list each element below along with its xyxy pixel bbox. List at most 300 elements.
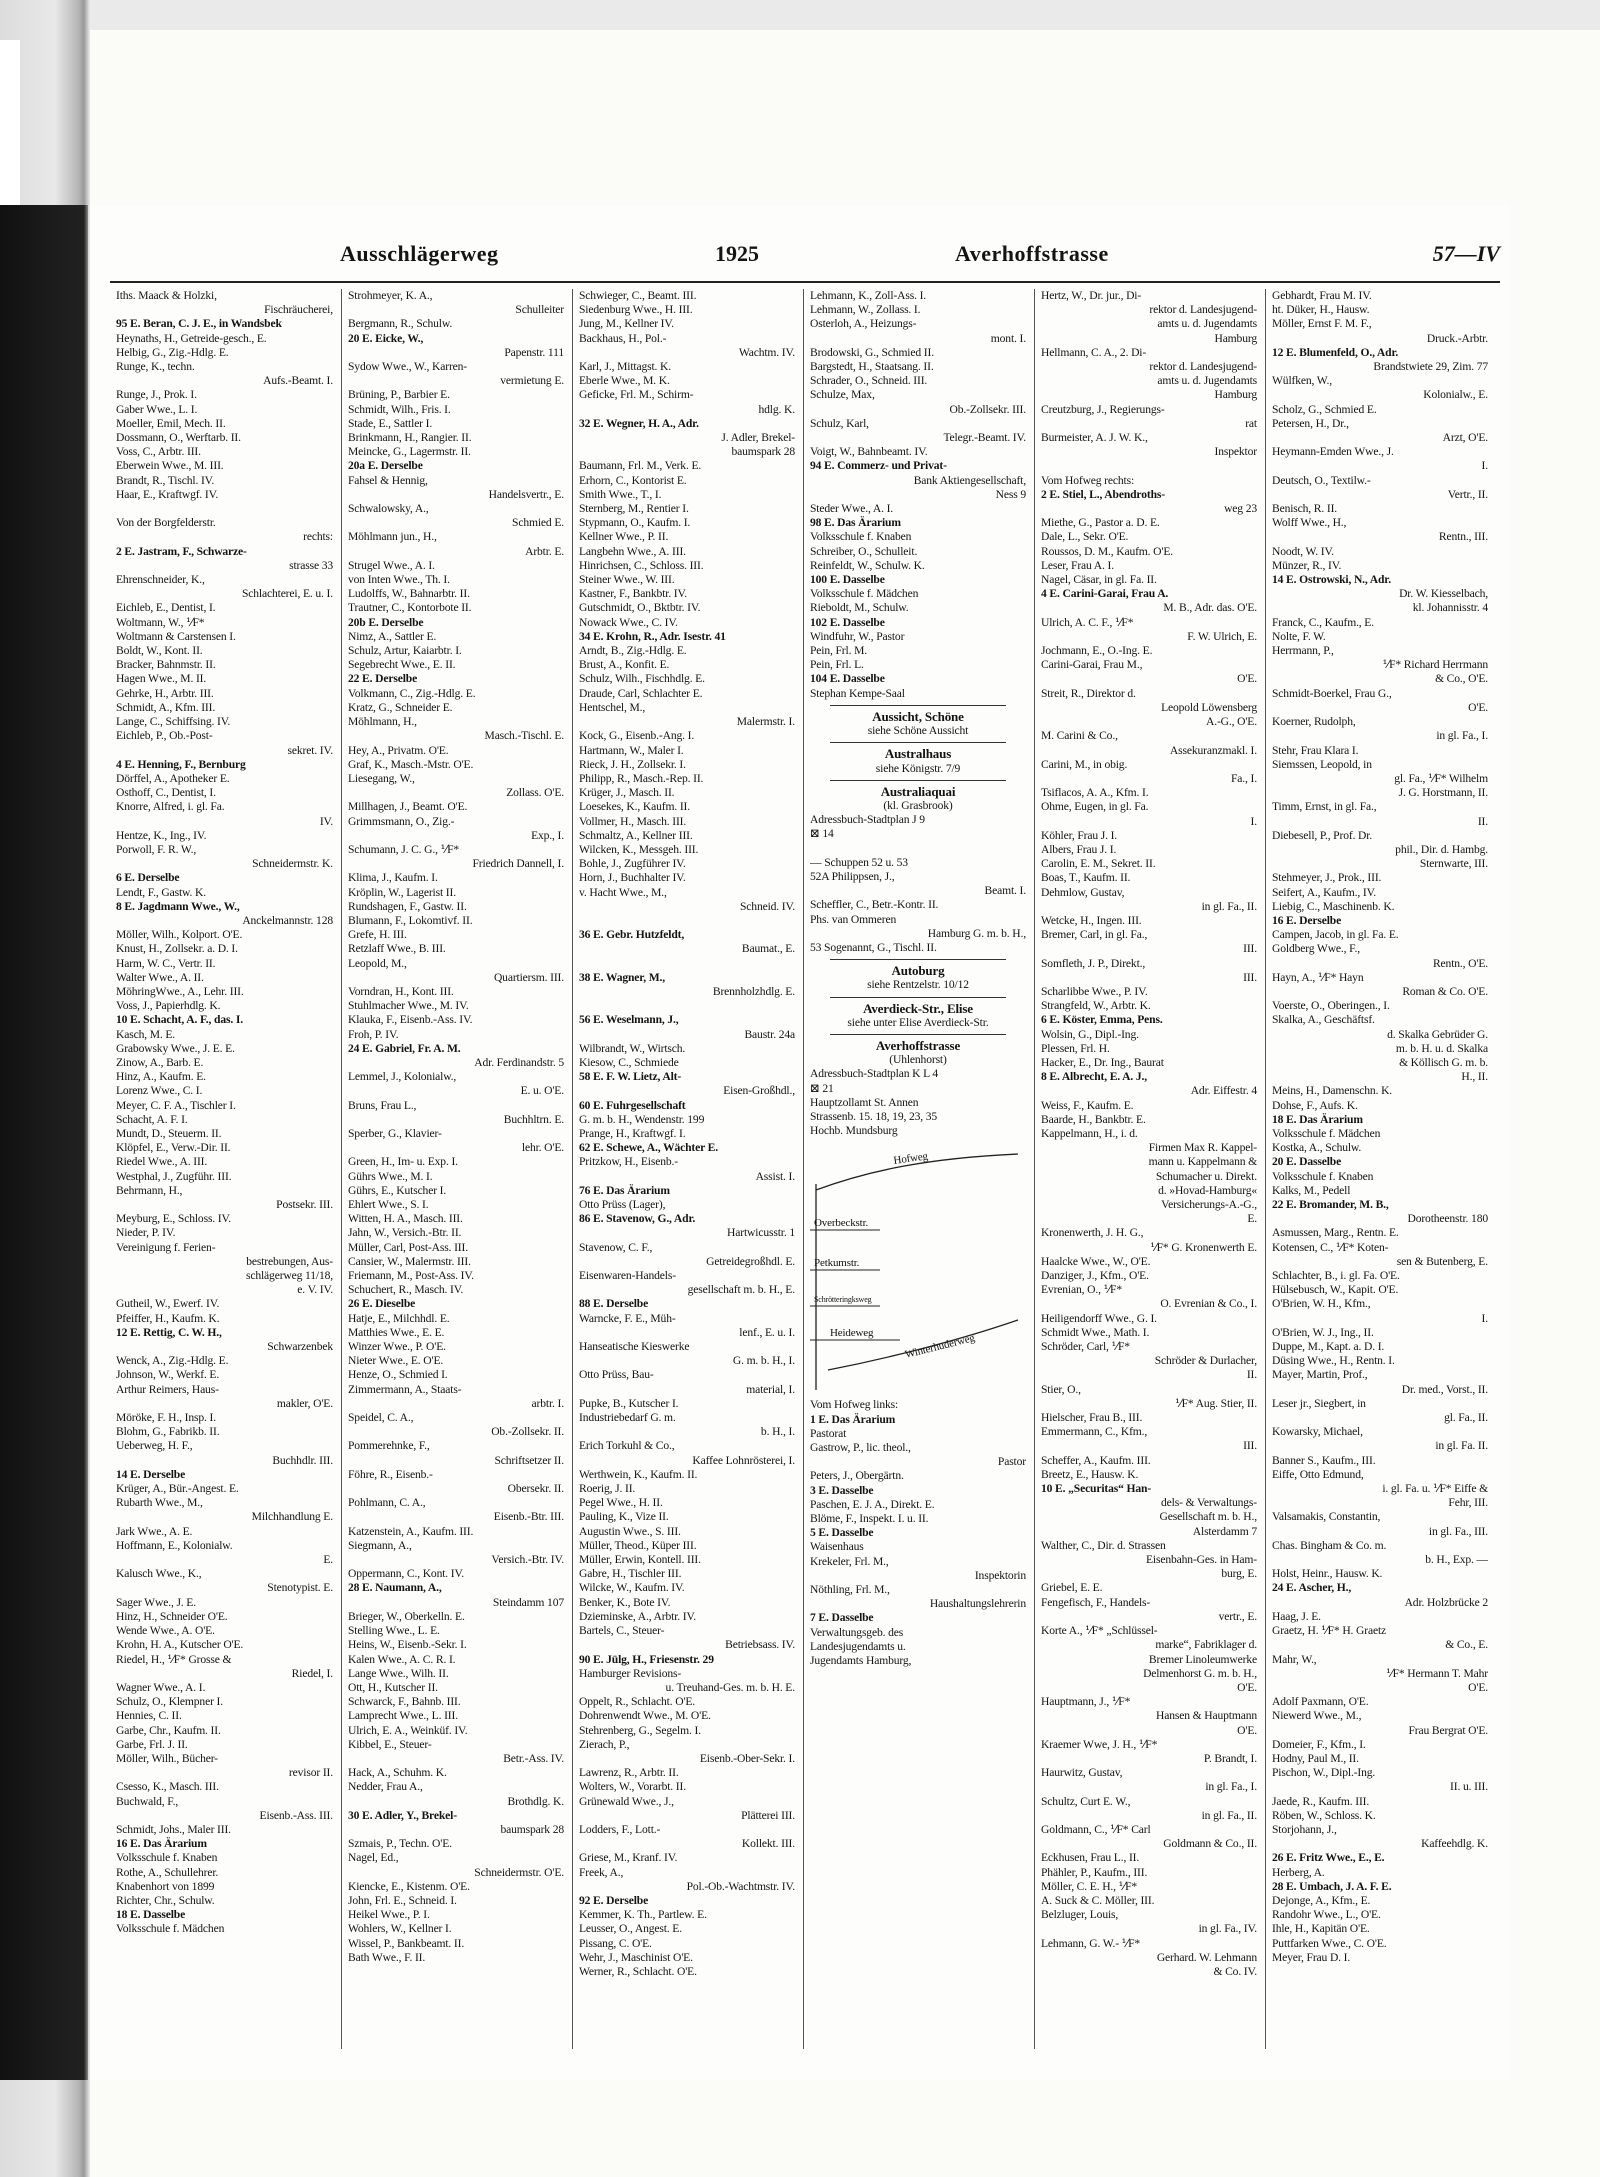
- directory-entry: Hamburg: [1214, 331, 1257, 345]
- directory-entry: Fischräucherei,: [264, 303, 333, 317]
- directory-entry: Lehmann, W., Zollass. I.: [810, 303, 921, 317]
- directory-entry: Aufs.-Beamt. I.: [263, 374, 333, 388]
- directory-entry: Behrmann, H.,: [116, 1183, 183, 1197]
- directory-entry: 7 E. Dasselbe: [810, 1611, 874, 1625]
- directory-entry: ⅟F* G. Kronenwerth E.: [1150, 1240, 1257, 1254]
- directory-entry: 1 E. Das Ärarium: [810, 1412, 896, 1426]
- column-4-after-map: [810, 1398, 1026, 1668]
- directory-entry: J. Adler, Brekel-: [721, 431, 795, 445]
- directory-entry: ⅟F* Hermann T. Mahr: [1386, 1666, 1488, 1680]
- directory-entry: Voigt, W., Bahnbeamt. IV.: [810, 445, 928, 459]
- directory-entry: Scharlibbe Wwe., P. IV.: [1041, 984, 1148, 998]
- directory-entry: Möller, Wilh., Kolport. O'E.: [116, 928, 243, 942]
- directory-entry: Wilcken, K., Messgeh. III.: [579, 842, 699, 856]
- directory-entry: Bremer, Carl, in gl. Fa.,: [1041, 928, 1148, 942]
- directory-entry: Kappelmann, H., i. d.: [1041, 1126, 1138, 1140]
- directory-entry: Baumann, Frl. M., Verk. E.: [579, 459, 702, 473]
- directory-entry: [1041, 459, 1257, 473]
- directory-entry: Franck, C., Kaufm., E.: [1272, 615, 1374, 629]
- directory-entry: Kaffee Lohnrösterei, I.: [692, 1453, 795, 1467]
- directory-entry: Miethe, G., Pastor a. D. E.: [1041, 516, 1160, 530]
- directory-entry: Riedel, H., ⅟F* Grosse &: [116, 1652, 232, 1666]
- directory-entry: Eisenbahn-Ges. in Ham-: [1146, 1553, 1257, 1567]
- directory-entry: strasse 33: [289, 558, 333, 572]
- directory-entry: 2 E. Jastram, F., Schwarze-: [116, 544, 247, 558]
- directory-entry: Zierach, P.,: [579, 1737, 630, 1751]
- directory-entry: kl. Johannisstr. 4: [1412, 601, 1488, 615]
- directory-entry: Windfuhr, W., Pastor: [810, 629, 905, 643]
- directory-entry: Möller, Ernst F. M. F.,: [1272, 317, 1372, 331]
- directory-entry: II.: [1246, 1368, 1257, 1382]
- directory-entry: Grünewald Wwe., J.,: [579, 1794, 674, 1808]
- directory-entry: Wolff Wwe., H.,: [1272, 516, 1347, 530]
- directory-entry: Ness 9: [995, 487, 1026, 501]
- directory-entry: Wissel, P., Bankbeamt. II.: [348, 1936, 465, 1950]
- directory-entry: Mahr, W.,: [1272, 1652, 1317, 1666]
- directory-entry: Buchwald, F.,: [116, 1794, 179, 1808]
- directory-entry: Assekuranzmakl. I.: [1169, 743, 1257, 757]
- directory-entry: Wenck, A., Zig.-Hdlg. E.: [116, 1354, 229, 1368]
- directory-entry: Schmidt, Johs., Maler III.: [116, 1822, 231, 1836]
- directory-entry: Pfeiffer, H., Kaufm. K.: [116, 1311, 220, 1325]
- directory-entry: Rentn., O'E.: [1432, 956, 1488, 970]
- directory-entry: II. u. III.: [1450, 1780, 1488, 1794]
- directory-entry: Schmidt-Boerkel, Frau G.,: [1272, 686, 1392, 700]
- directory-entry: Inspektorin: [974, 1568, 1026, 1582]
- directory-entry: Kronenwerth, J. H. G.,: [1041, 1226, 1144, 1240]
- directory-entry: Phähler, P., Kaufm., III.: [1041, 1865, 1148, 1879]
- directory-entry: 56 E. Weselmann, J.,: [579, 1013, 679, 1027]
- street-section-heading: Australiaquai: [880, 783, 956, 799]
- directory-entry: Dohrenwendt Wwe., M. O'E.: [579, 1709, 711, 1723]
- directory-entry: Volksschule f. Knaben: [116, 1851, 218, 1865]
- directory-entry: Matthies Wwe., E. E.: [348, 1325, 445, 1339]
- directory-entry: Holst, Heinr., Hausw. K.: [1272, 1567, 1383, 1581]
- directory-entry: Gehrke, H., Arbtr. III.: [116, 686, 214, 700]
- directory-entry: III.: [1243, 942, 1257, 956]
- directory-entry: Müller, Carl, Post-Ass. III.: [348, 1240, 468, 1254]
- directory-entry: Versicherungs-A.-G.,: [1161, 1198, 1257, 1211]
- directory-entry: 8 E. Albrecht, E. A. J.,: [1041, 1070, 1148, 1084]
- directory-entry: E.: [1247, 1212, 1257, 1226]
- directory-entry: Grimmsmann, O., Zig.-: [348, 814, 455, 828]
- directory-entry: Gabre, H., Tischler III.: [579, 1567, 682, 1581]
- directory-entry: Hansen & Hauptmann: [1156, 1709, 1257, 1723]
- directory-entry: Csesso, K., Masch. III.: [116, 1780, 219, 1794]
- street-section-note: (Uhlenhorst): [889, 1053, 947, 1067]
- directory-entry: Prange, H., Kraftwgf. I.: [579, 1126, 686, 1140]
- directory-entry: Gührs Wwe., M. I.: [348, 1169, 433, 1183]
- directory-entry: lenf., E. u. I.: [739, 1325, 795, 1339]
- directory-entry: Hauptzollamt St. Annen: [810, 1095, 919, 1109]
- directory-entry: baumspark 28: [500, 1822, 564, 1836]
- street-section-heading: Australhaus: [884, 746, 952, 762]
- directory-entry: Cansier, W., Malermstr. III.: [348, 1254, 471, 1268]
- street-section-note: siehe Schöne Aussicht: [867, 724, 969, 738]
- directory-entry: Seifert, A., Kaufm., IV.: [1272, 885, 1377, 899]
- directory-entry: Wohlers, W., Kellner I.: [348, 1922, 452, 1936]
- directory-entry: 94 E. Commerz- und Privat-: [810, 459, 947, 473]
- directory-entry: Knabenhort von 1899: [116, 1879, 215, 1893]
- directory-entry: Scheffer, A., Kaufm. III.: [1041, 1453, 1151, 1467]
- directory-entry: Sydow Wwe., W., Karren-: [348, 360, 468, 374]
- directory-entry: Dale, L., Sekr. O'E.: [1041, 530, 1129, 544]
- directory-entry: Inspektor: [1214, 445, 1257, 459]
- directory-entry: Carolin, E. M., Sekret. II.: [1041, 857, 1156, 871]
- directory-entry: Roman & Co. O'E.: [1402, 984, 1488, 998]
- directory-entry: 22 E. Derselbe: [348, 672, 418, 686]
- directory-entry: Oppermann, C., Kont. IV.: [348, 1567, 464, 1581]
- directory-entry: in gl. Fa. II.: [1435, 1439, 1488, 1453]
- directory-entry: Stypmann, O., Kaufm. I.: [579, 516, 691, 530]
- directory-entry: I.: [1250, 814, 1257, 828]
- directory-entry: F. W. Ulrich, E.: [1187, 629, 1257, 643]
- directory-entry: Schröder & Durlacher,: [1154, 1354, 1257, 1368]
- directory-entry: Pegel Wwe., H. II.: [579, 1496, 663, 1510]
- directory-entry: Goldmann, C., ⅟F* Carl: [1041, 1822, 1151, 1836]
- directory-entry: Tsiflacos, A. A., Kfm. I.: [1041, 786, 1149, 800]
- directory-entry: Nieter Wwe., E. O'E.: [348, 1354, 444, 1368]
- directory-entry: Hayn, A., ⅟F* Hayn: [1272, 970, 1364, 984]
- directory-entry: 20 E. Dasselbe: [1272, 1155, 1342, 1169]
- directory-entry: Hamburg G. m. b. H.,: [927, 926, 1026, 940]
- directory-entry: Plessen, Frl. H.: [1041, 1041, 1110, 1055]
- directory-entry: Schumann, J. C. G., ⅟F*: [348, 842, 460, 856]
- directory-entry: I.: [1481, 1311, 1488, 1325]
- header-street-left: Ausschlägerweg: [340, 241, 499, 266]
- directory-entry: Stehr, Frau Klara I.: [1272, 743, 1359, 757]
- directory-entry: gesellschaft m. b. H., E.: [687, 1283, 795, 1297]
- directory-entry: Brinkmann, H., Rangier. II.: [348, 431, 472, 445]
- directory-entry: E. u. O'E.: [520, 1084, 564, 1098]
- directory-entry: Hentschel, M.,: [579, 700, 646, 714]
- directory-entry: Sager Wwe., J. E.: [116, 1595, 196, 1609]
- directory-entry: Kastner, F., Bankbtr. IV.: [579, 587, 687, 601]
- directory-entry: Hartmann, W., Maler I.: [579, 743, 684, 757]
- directory-entry: Schmidt Wwe., Math. I.: [1041, 1325, 1150, 1339]
- map-label-overbeck: Overbeckstr.: [814, 1217, 869, 1230]
- directory-entry: Dörffel, A., Apotheker E.: [116, 771, 230, 785]
- directory-entry: O'E.: [1237, 1723, 1257, 1737]
- directory-entry: Nedder, Frau A.,: [348, 1780, 423, 1794]
- directory-entry: Malermstr. I.: [736, 715, 795, 729]
- directory-entry: Chas. Bingham & Co. m.: [1272, 1538, 1387, 1552]
- directory-entry: Pissang, C. O'E.: [579, 1936, 652, 1950]
- directory-entry: Meins, H., Damenschn. K.: [1272, 1084, 1393, 1098]
- directory-entry: Garbe, Frl. J. II.: [116, 1737, 188, 1751]
- map-label-heide: Heideweg: [830, 1327, 874, 1340]
- directory-entry: Streit, R., Direktor d.: [1041, 686, 1136, 700]
- directory-entry: Baarde, H., Bankbtr. E.: [1041, 1112, 1146, 1126]
- directory-entry: Asmussen, Marg., Rentn. E.: [1272, 1226, 1399, 1240]
- directory-entry: Volksschule f. Knaben: [1272, 1169, 1374, 1183]
- street-map: [810, 1144, 1024, 1394]
- directory-entry: Gesellschaft m. b. H.,: [1159, 1510, 1257, 1524]
- directory-entry: Heikel Wwe., P. I.: [348, 1908, 430, 1922]
- directory-entry: Buchhdlr. III.: [272, 1453, 333, 1467]
- directory-entry: von Inten Wwe., Th. I.: [348, 573, 450, 587]
- directory-entry: Wilbrandt, W., Wirtsch.: [579, 1041, 686, 1055]
- directory-entry: Blumann, F., Lokomtivf. II.: [348, 913, 473, 927]
- directory-entry: Brodowski, G., Schmied II.: [810, 345, 934, 359]
- directory-entry: Kröplin, W., Lagerist II.: [348, 885, 456, 899]
- directory-entry: Baustr. 24a: [744, 1027, 795, 1041]
- directory-entry: Vertr., II.: [1447, 487, 1488, 501]
- directory-entry: Eiffe, Otto Edmund,: [1272, 1467, 1364, 1481]
- directory-entry: Domeier, F., Kfm., I.: [1272, 1737, 1366, 1751]
- directory-entry: Ohme, Eugen, in gl. Fa.: [1041, 800, 1149, 814]
- directory-entry: bestrebungen, Aus-: [246, 1254, 333, 1268]
- directory-entry: John, Frl. E., Schneid. I.: [348, 1893, 457, 1907]
- directory-entry: Bartels, C., Steuer-: [579, 1624, 665, 1638]
- directory-entry: Möller, Wilh., Bücher-: [116, 1751, 218, 1765]
- directory-entry: Carini, M., in obig.: [1041, 757, 1128, 771]
- directory-entry: Volksschule f. Mädchen: [116, 1922, 225, 1936]
- directory-entry: 28 E. Umbach, J. A. F. E.: [1272, 1879, 1392, 1893]
- directory-entry: Mayer, Martin, Prof.,: [1272, 1368, 1368, 1382]
- directory-entry: Schneidermstr. K.: [252, 857, 333, 871]
- directory-entry: Nöthling, Frl. M.,: [810, 1583, 890, 1597]
- directory-entry: Vom Hofweg links:: [810, 1398, 899, 1412]
- directory-entry: i. gl. Fa. u. ⅟F* Eiffe &: [1382, 1482, 1488, 1496]
- directory-entry: 8 E. Jagdmann Wwe., W.,: [116, 899, 240, 913]
- directory-entry: Frau Bergrat O'E.: [1408, 1723, 1488, 1737]
- directory-entry: Krüger, A., Bür.-Angest. E.: [116, 1482, 239, 1496]
- column-5: [1034, 289, 1265, 2049]
- directory-entry: ⊠ 21: [810, 1081, 834, 1095]
- directory-entry: Adr. Eiffestr. 4: [1190, 1084, 1257, 1098]
- directory-entry: [116, 502, 333, 516]
- directory-entry: IV.: [319, 814, 333, 828]
- directory-entry: 52A Philippsen, J.,: [810, 869, 895, 883]
- directory-entry: vermietung E.: [500, 374, 564, 388]
- directory-entry: Hinz, A., Kaufm. E.: [116, 1070, 206, 1084]
- directory-entry: Ehrenschneider, K.,: [116, 573, 205, 587]
- directory-entry: Henze, O., Schmied I.: [348, 1368, 448, 1382]
- directory-entry: 92 E. Derselbe: [579, 1893, 649, 1907]
- directory-entry: Eckhusen, Frau L., II.: [1041, 1851, 1140, 1865]
- directory-entry: Liebig, C., Maschinenb. K.: [1272, 899, 1395, 913]
- directory-entry: Schmaltz, A., Kellner III.: [579, 828, 693, 842]
- directory-entry: MöhringWwe., A., Lehr. III.: [116, 984, 244, 998]
- directory-entry: Richter, Chr., Schulw.: [116, 1893, 215, 1907]
- directory-entry: Bergmann, R., Schulw.: [348, 317, 453, 331]
- directory-entry: 102 E. Dasselbe: [810, 615, 885, 629]
- directory-entry: Wülfken, W.,: [1272, 374, 1333, 388]
- directory-entry: Pauling, K., Vize II.: [579, 1510, 669, 1524]
- directory-entry: Düsing Wwe., H., Rentn. I.: [1272, 1354, 1395, 1368]
- directory-entry: Schriftsetzer II.: [494, 1453, 564, 1467]
- directory-entry: Siegmann, A.,: [348, 1538, 412, 1552]
- directory-entry: 34 E. Krohn, R., Adr. Isestr. 41: [579, 629, 726, 643]
- directory-entry: Leopold, M.,: [348, 956, 407, 970]
- directory-entry: 86 E. Stavenow, G., Adr.: [579, 1212, 696, 1226]
- directory-entry: Schumacher u. Direkt.: [1155, 1169, 1257, 1183]
- directory-entry: Pischon, W., Dipl.-Ing.: [1272, 1766, 1376, 1780]
- directory-entry: Fengefisch, F., Handels-: [1041, 1595, 1151, 1609]
- directory-entry: Wachtm. IV.: [738, 345, 795, 359]
- directory-entry: Timm, Ernst, in gl. Fa.,: [1272, 800, 1377, 814]
- directory-entry: Warncke, F. E., Müh-: [579, 1311, 676, 1325]
- directory-entry: Jark Wwe., A. E.: [116, 1524, 193, 1538]
- directory-entry: O'E.: [1468, 1680, 1488, 1694]
- section-rule: [830, 780, 1006, 781]
- directory-entry: Roerig, J. II.: [579, 1482, 636, 1496]
- directory-entry: Jung, M., Kellner IV.: [579, 317, 674, 331]
- directory-entry: O'E.: [1237, 1680, 1257, 1694]
- directory-entry: Schwieger, C., Beamt. III.: [579, 289, 697, 302]
- directory-entry: e. V. IV.: [297, 1283, 333, 1297]
- directory-entry: in gl. Fa., I.: [1436, 729, 1488, 743]
- directory-entry: Loesekes, K., Kaufm. II.: [579, 800, 691, 814]
- directory-entry: Valsamakis, Constantin,: [1272, 1510, 1381, 1524]
- directory-entry: m. b. H. u. d. Skalka: [1395, 1041, 1488, 1055]
- directory-entry: Plätterei III.: [741, 1808, 795, 1822]
- section-rule: [830, 742, 1006, 743]
- directory-entry: Runge, K., techn.: [116, 360, 195, 374]
- directory-entry: Strangfeld, W., Arbtr. K.: [1041, 999, 1151, 1013]
- directory-entry: vertr., E.: [1218, 1609, 1257, 1623]
- directory-entry: Leusser, O., Angest. E.: [579, 1922, 682, 1936]
- directory-entry: Trautner, C., Kontorbote II.: [348, 601, 472, 615]
- directory-entry: rat: [1245, 416, 1257, 430]
- directory-entry: 98 E. Das Ärarium: [810, 516, 901, 530]
- directory-entry: Firmen Max R. Kappel-: [1148, 1141, 1257, 1155]
- directory-entry: Blöme, F., Inspekt. I. u. II.: [810, 1512, 929, 1525]
- directory-entry: Fehr, III.: [1448, 1496, 1488, 1510]
- directory-entry: Kiesow, C., Schmiede: [579, 1055, 679, 1069]
- directory-entry: Knorre, Alfred, i. gl. Fa.: [116, 800, 225, 814]
- directory-entry: Goldberg Wwe., F.,: [1272, 942, 1361, 956]
- directory-entry: Weiss, F., Kaufm. E.: [1041, 1098, 1134, 1112]
- directory-entry: 38 E. Wagner, M.,: [579, 970, 666, 984]
- directory-entry: Telegr.-Beamt. IV.: [943, 431, 1026, 445]
- directory-entry: Breetz, E., Hausw. K.: [1041, 1467, 1139, 1481]
- directory-entry: Rieck, J. H., Zollsekr. I.: [579, 757, 686, 771]
- directory-entry: 6 E. Köster, Emma, Pens.: [1041, 1013, 1163, 1027]
- directory-entry: Hacker, E., Dr. Ing., Baurat: [1041, 1055, 1164, 1069]
- directory-entry: Ihle, H., Kapitän O'E.: [1272, 1922, 1370, 1936]
- directory-entry: Somfleth, J. P., Direkt.,: [1041, 956, 1146, 970]
- directory-entry: Werthwein, K., Kaufm. II.: [579, 1467, 698, 1481]
- directory-entry: lehr. O'E.: [521, 1141, 564, 1155]
- directory-entry: 16 E. Derselbe: [1272, 913, 1342, 927]
- directory-entry: material, I.: [746, 1382, 795, 1396]
- directory-entry: Graf, K., Masch.-Mstr. O'E.: [348, 757, 474, 771]
- directory-entry: Lange Wwe., Wilh. II.: [348, 1666, 449, 1680]
- street-section-heading: Averdieck-Str., Elise: [863, 1000, 973, 1016]
- directory-entry: Brüning, P., Barbier E.: [348, 388, 450, 402]
- directory-entry: Kalen Wwe., A. C. R. I.: [348, 1652, 456, 1666]
- directory-entry: Katzenstein, A., Kaufm. III.: [348, 1524, 474, 1538]
- directory-entry: Hamburger Revisions-: [579, 1666, 682, 1680]
- directory-entry: weg 23: [1224, 502, 1257, 516]
- directory-entry: Bath Wwe., F. II.: [348, 1950, 426, 1964]
- directory-entry: Heins, W., Eisenb.-Sekr. I.: [348, 1638, 467, 1652]
- directory-entry: Hoffmann, E., Kolonialw.: [116, 1538, 233, 1552]
- directory-entry: Getreidegroßhdl. E.: [706, 1254, 795, 1268]
- directory-entry: Froh, P. IV.: [348, 1027, 399, 1041]
- directory-entry: [579, 957, 795, 971]
- directory-entry: H., II.: [1461, 1070, 1488, 1084]
- directory-entry: Druck.-Arbtr.: [1426, 331, 1488, 345]
- section-rule: [830, 1034, 1006, 1035]
- directory-entry: Schulz, Karl,: [810, 416, 869, 430]
- directory-entry: Hodny, Paul M., II.: [1272, 1751, 1359, 1765]
- directory-entry: revisor II.: [288, 1766, 333, 1780]
- directory-entry: Karl, J., Mittagst. K.: [579, 360, 672, 374]
- directory-entry: d. Skalka Gebrüder G.: [1387, 1027, 1488, 1041]
- directory-entry: Horn, J., Buchhalter IV.: [579, 871, 686, 885]
- directory-entry: Schrader, O., Schneid. III.: [810, 374, 928, 388]
- directory-entry: 20b E. Derselbe: [348, 615, 424, 629]
- street-section-note: siehe Königstr. 7/9: [875, 761, 961, 775]
- directory-entry: Stuhlmacher Wwe., M. IV.: [348, 999, 469, 1013]
- directory-entry: rektor d. Landesjugend-: [1149, 360, 1257, 374]
- directory-entry: Strohmeyer, K. A.,: [348, 289, 433, 302]
- directory-entry: Steder Wwe., A. I.: [810, 502, 894, 516]
- directory-entry: b. H., Exp. —: [1425, 1553, 1488, 1567]
- directory-entry: Strassenb. 15. 18, 19, 23, 35: [810, 1109, 938, 1123]
- directory-entry: Meyer, Frau D. I.: [1272, 1950, 1351, 1964]
- directory-entry: Geficke, Frl. M., Schirm-: [579, 388, 694, 402]
- directory-entry: Schacht, A. F. I.: [116, 1112, 188, 1126]
- directory-entry: Otto Prüss (Lager),: [579, 1198, 666, 1211]
- column-6: [1265, 289, 1496, 2049]
- directory-entry: Emmermann, C., Kfm.,: [1041, 1425, 1148, 1439]
- directory-entry: 12 E. Blumenfeld, O., Adr.: [1272, 345, 1399, 359]
- directory-entry: Kiencke, E., Kistenm. O'E.: [348, 1879, 470, 1893]
- directory-entry: Roussos, D. M., Kaufm. O'E.: [1041, 544, 1174, 558]
- directory-entry: Lamprecht Wwe., L. III.: [348, 1709, 458, 1723]
- directory-entry: Paschen, E. J. A., Direkt. E.: [810, 1497, 935, 1511]
- directory-entry: Hagen Wwe., M. II.: [116, 672, 207, 686]
- directory-entry: Heynaths, H., Getreide-gesch., E.: [116, 331, 267, 345]
- directory-entry: Schneidermstr. O'E.: [474, 1865, 564, 1879]
- header-street-right: Averhoffstrasse: [955, 241, 1109, 266]
- directory-entry: Osterloh, A., Heizungs-: [810, 317, 917, 331]
- directory-entry: Assist. I.: [755, 1169, 795, 1183]
- directory-entry: Carini-Garai, Frau M.,: [1041, 658, 1143, 672]
- directory-entry: Benker, K., Bote IV.: [579, 1595, 671, 1609]
- directory-entry: Volkmann, C., Zig.-Hdlg. E.: [348, 686, 476, 700]
- directory-entry: Pein, Frl. M.: [810, 644, 867, 658]
- directory-entry: Pommerehnke, F.,: [348, 1439, 430, 1453]
- directory-entry: 14 E. Ostrowski, N., Adr.: [1272, 573, 1391, 587]
- directory-entry: Woltmann & Carstensen I.: [116, 629, 236, 643]
- directory-entry: Scholz, G., Schmied E.: [1272, 402, 1377, 416]
- directory-entry: Pupke, B., Kutscher I.: [579, 1396, 679, 1410]
- directory-entry: 16 E. Das Ärarium: [116, 1837, 207, 1851]
- directory-entry: Riedel, I.: [291, 1666, 333, 1680]
- directory-entry: Boldt, W., Kont. II.: [116, 644, 203, 658]
- directory-entry: Kock, G., Eisenb.-Ang. I.: [579, 729, 695, 743]
- directory-entry: Bargstedt, H., Staatsang. II.: [810, 360, 934, 374]
- directory-entry: Hartwicusstr. 1: [727, 1226, 795, 1240]
- directory-entry: Heymann-Emden Wwe., J.: [1272, 445, 1394, 459]
- directory-entry: ht. Düker, H., Hausw.: [1272, 303, 1370, 317]
- directory-entry: Gerhard. W. Lehmann: [1156, 1950, 1257, 1964]
- directory-entry: Bank Aktiengesellschaft,: [913, 473, 1026, 487]
- directory-entry: O'Brien, W. H., Kfm.,: [1272, 1297, 1371, 1311]
- directory-entry: Dossmann, O., Werftarb. II.: [116, 431, 241, 445]
- column-1: [110, 289, 341, 2049]
- directory-entry: Blohm, G., Fabrikb. II.: [116, 1425, 220, 1439]
- directory-entry: Rundshagen, F., Gastw. II.: [348, 899, 467, 913]
- directory-entry: ⅟F* Aug. Stier, II.: [1175, 1396, 1257, 1410]
- directory-entry: Schwalowsky, A.,: [348, 502, 429, 516]
- directory-entry: Sperber, G., Klavier-: [348, 1126, 442, 1140]
